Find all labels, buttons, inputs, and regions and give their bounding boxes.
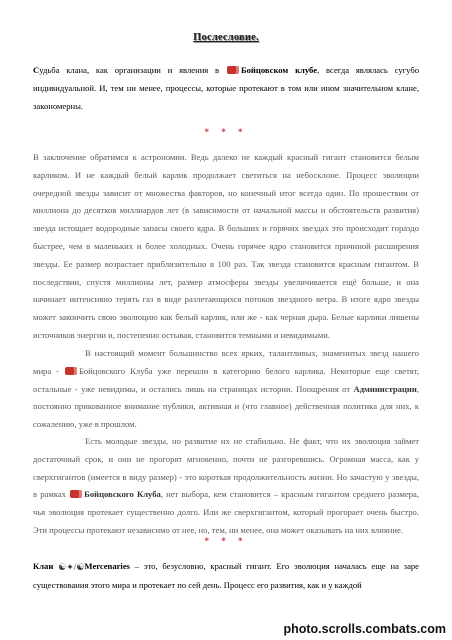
astronomy-paragraph xyxy=(33,149,419,345)
club-flag-icon xyxy=(70,490,82,498)
clan-emblem-icon: ☯ xyxy=(76,562,85,572)
astronomy-text: В заключение обратимся к астрономии. Ведь далеко не каждый красный гигант становится белым карликом. И не каждый белый карлик продолжает светиться на небосклоне. Процесс эволюции очередной звезды зависит от множества факторов, но конечный итог всегда один. По прошествии от миллиона до десятков миллиардов лет (в зависимости от начальной массы и обстоятельств развития) звезда истощает водородные запасы своего ядра. В больших и горячих звездах это происходит гораздо быстрее, чем в маленьких и более холодных. Очень горячее ядро становится причиной расширения звезды. Ее размер возрастает приблизительно в 100 раз. Так звезда становится красным гигантом. В последствии, спустя миллионы лет, размер атмосферы звезды увеличивается ещё больше, и она начинает интенсивно терять газ в виде разлетающихся потоков звездного ветра. В итоге ядро звезды может закончить свою эволюцию как белый карлик, или же - как черная дыра. Белые карлики лишены источников энергии и, постепенно остывая, становится темными и невидимыми. xyxy=(33,152,419,340)
rank-icon: ✦ xyxy=(66,562,74,572)
drop-letter: С xyxy=(33,65,40,75)
page-title: Послесловие. xyxy=(193,32,259,43)
present-text-end: , постоянно прикованное внимание публики, активная и (что главное) действенная политика для них, к сожалению, уже в прошлом. xyxy=(33,383,419,430)
clan-word: Клан xyxy=(33,561,54,571)
present-text-start: В настоящий момент большинство всех ярких, талантливых, знаменитых звезд нашего мира - xyxy=(33,348,419,376)
clan-emblem-icon: ☯ xyxy=(58,562,67,572)
young-club-name: Бойцовского Клуба xyxy=(84,489,161,500)
young-stars-paragraph xyxy=(33,433,419,540)
clan-name: Mercenaries xyxy=(84,561,130,571)
young-text-end: , нет выбора, кем становится – красным гигантом среднего размера, чья эволюция протекает существенно долго. Или же сверхгигантом, который прогорает очень быстро. Эти процессы протекают независимо от нее, но, тем, ни менее, она может оказывать на них влияние. xyxy=(33,489,420,535)
clan-paragraph: Клан ☯✦/☯Mercenaries – это, безусловно, красный гигант. Его эволюция началась еще на заре существования этого мира и протекает по сей день. Процесс его развития, как и у каждой xyxy=(33,561,419,590)
club-flag-icon xyxy=(65,367,77,375)
present-paragraph xyxy=(33,345,419,434)
intro-text-start: удьба клана, как организации и явления в xyxy=(39,65,220,75)
section-separator: * * * xyxy=(204,127,248,137)
present-text-middle: уже перешли в категорию белого карлика. Некоторые еще светят, остальные - уже невидимы, и остались лишь на страницах истории. Поощрения от xyxy=(33,365,419,394)
club-name: Бойцовском клубе xyxy=(240,65,318,75)
present-club-name: Бойцовского Клуба xyxy=(78,365,153,376)
intro-paragraph xyxy=(33,62,419,115)
clan-text: – это, безусловно, красный гигант. Его эволюция началась еще на заре существования этого мира и протекает по сей день. Процесс его развития, как и у каждой xyxy=(33,561,419,590)
young-text-start: Есть молодые звезды, но развитие их не стабильно. Не факт, что их эволюция займет достаточный срок, и они не прогорят мгновенно, почти не разгоревшись. Огромная масса, как у сверхгигантов (имеется в виду размер) - это короткая продолжительность жизни. Но зачастую у звезды, в рамках xyxy=(33,436,419,500)
site-watermark: photo.scrolls.combats.com xyxy=(283,622,446,636)
club-flag-icon xyxy=(227,66,239,74)
section-separator-2: * * * xyxy=(204,536,248,546)
intro-text-end: , всегда являлась сугубо индивидуальной. И, тем ни менее, процессы, которые протекают в том или ином значительном клане, закономерны. xyxy=(33,65,420,111)
admin-label: Администрации xyxy=(353,383,417,394)
